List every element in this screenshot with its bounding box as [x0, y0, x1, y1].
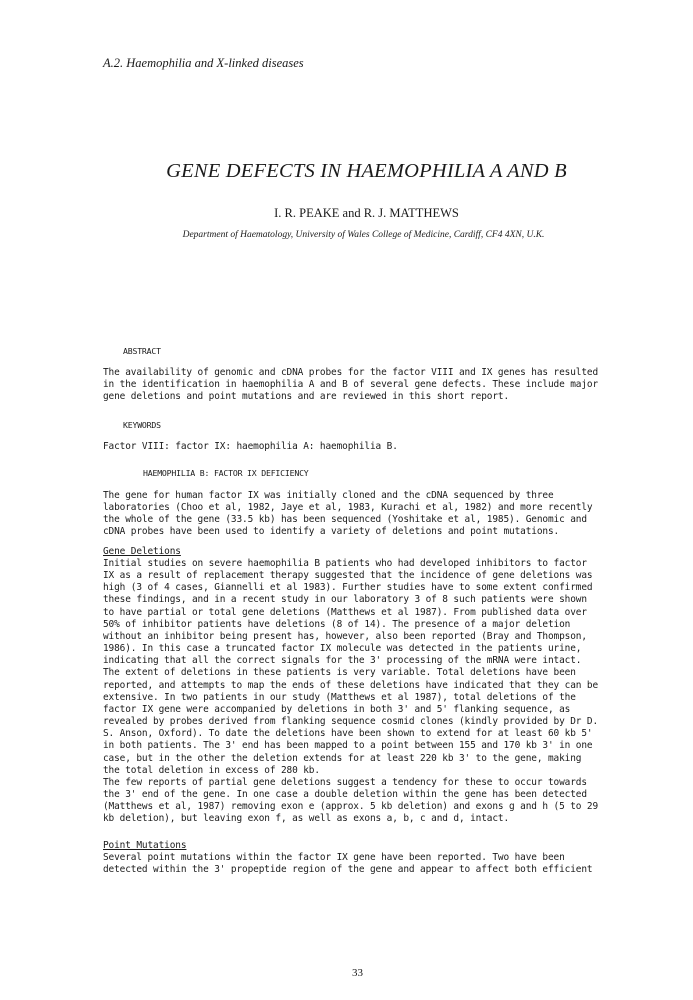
gene-deletions-heading: Gene Deletions	[103, 546, 181, 557]
point-mutations-paragraph: Several point mutations within the factor IX gene have been reported. Two have been detected within the 3' propeptide region of the gene and appear to affect both efficient	[103, 852, 593, 876]
keywords-heading: KEYWORDS	[123, 420, 161, 430]
article-authors: I. R. PEAKE and R. J. MATTHEWS	[274, 206, 459, 220]
article-title: GENE DEFECTS IN HAEMOPHILIA A AND B	[166, 160, 567, 182]
running-head: A.2. Haemophilia and X-linked diseases	[103, 56, 304, 70]
keywords-text: Factor VIII: factor IX: haemophilia A: haemophilia B.	[103, 441, 398, 452]
gene-deletions-paragraph-2: The few reports of partial gene deletions suggest a tendency for these to occur towards the 3' end of the gene. In one case a double deletion within the gene has been detected (Matthews et al, 1987) removing exon e (approx. 5 kb deletion) and exons g and h (5 to 29 kb deletion), but leaving exon f, as well as exons a, b, c and d, intact.	[103, 777, 599, 825]
abstract-heading: ABSTRACT	[123, 346, 161, 356]
gene-deletions-paragraph-1: Initial studies on severe haemophilia B patients who had developed inhibitors to factor IX as a result of replacement therapy suggested that the incidence of gene deletions was high (3 of 4 cases, Giannelli et al 1983). Further studies have to some extent confirmed these findings, and in a recent study in our laboratory 3 of 8 such patients were shown to have partial or total gene deletions (Matthews et al 1987). From published data over 50% of inhibitor patients have deletions (8 of 14). The presence of a major deletion without an inhibitor being present has, however, also been reported (Bray and Thompson, 1986). In this case a truncated factor IX molecule was detected in the patients urine, indicating that all the correct signals for the 3' processing of the mRNA were intact. The extent of deletions in these patients is very variable. Total deletions have been reported, and attempts to map the ends of these deletions have indicated that they can be extensive. In two patients in our study (Matthews et al 1987), total deletions of the factor IX gene were accompanied by deletions in both 3' and 5' flanking sequence, as revealed by probes derived from flanking sequence cosmid clones (kindly provided by Dr D. S. Anson, Oxford). To date the deletions have been shown to extend for at least 60 kb 5' in both patients. The 3' end has been mapped to a point between 155 and 170 kb 3' in one case, but in the other the deletion extends for at least 220 kb 3' to the gene, making the total deletion in excess of 280 kb.	[103, 558, 599, 776]
page-number: 33	[352, 967, 363, 979]
abstract-text: The availability of genomic and cDNA probes for the factor VIII and IX genes has resulted in the identification in haemophilia A and B of several gene defects. These include major gene deletions and point mutations and are reviewed in this short report.	[103, 367, 599, 403]
section-heading: HAEMOPHILIA B: FACTOR IX DEFICIENCY	[143, 468, 309, 478]
point-mutations-heading: Point Mutations	[103, 840, 187, 851]
section-intro-paragraph: The gene for human factor IX was initially cloned and the cDNA sequenced by three laboratories (Choo et al, 1982, Jaye et al, 1983, Kurachi et al, 1982) and more recently the whole of the gene (33.5 kb) has been sequenced (Yoshitake et al, 1985). Genomic and cDNA probes have been used to identify a variety of deletions and point mutations.	[103, 490, 593, 538]
author-affiliation: Department of Haematology, University of Wales College of Medicine, Cardiff, CF4 4XN, U.K.	[182, 230, 545, 240]
